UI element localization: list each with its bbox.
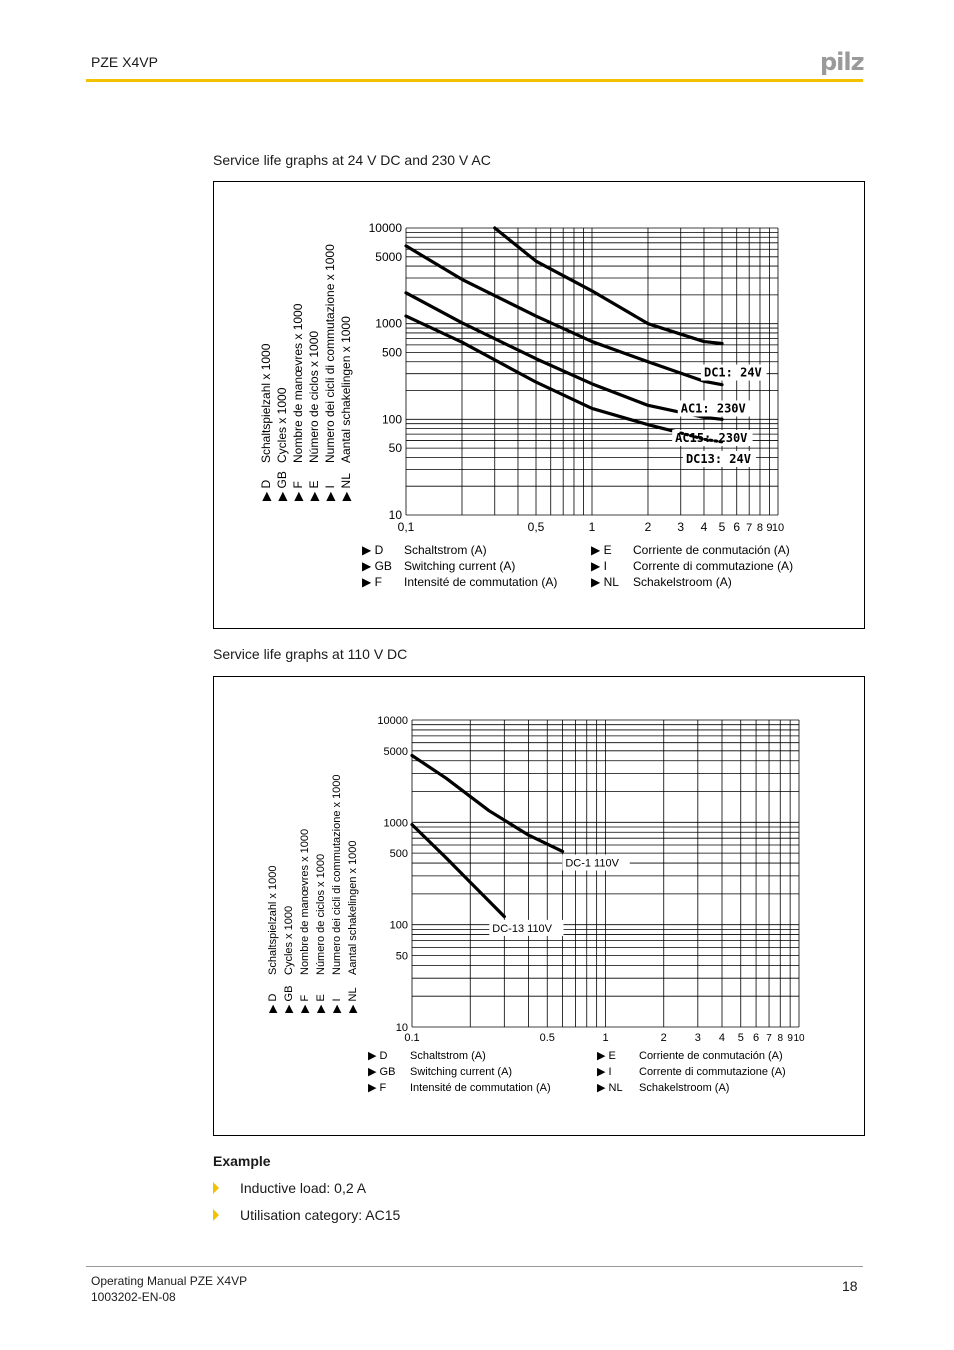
x-tick-label: 7 xyxy=(766,1033,772,1044)
x-legend-text: Schaltstrom (A) xyxy=(410,1050,486,1062)
x-tick-label: 0,1 xyxy=(397,520,415,534)
y-legend-entry: ▶ F xyxy=(291,481,305,501)
y-legend-entry: ▶ E xyxy=(315,994,327,1013)
y-legend-entry: ▶ I xyxy=(323,485,337,501)
header-rule xyxy=(86,79,863,82)
x-tick-label: 1 xyxy=(602,1032,609,1044)
y-tick-label: 100 xyxy=(389,919,408,932)
y-legend-entry: ▶ GB xyxy=(275,471,289,501)
y-legend-entry: ▶ I xyxy=(331,998,343,1013)
x-tick-label: 10 xyxy=(771,522,785,534)
x-legend-text: Corriente de conmutación (A) xyxy=(633,543,790,557)
y-legend-entry: ▶ D xyxy=(267,993,279,1013)
service-life-chart-2 xyxy=(213,676,865,1136)
footer-rule xyxy=(86,1266,863,1267)
series-label: DC13: 24V xyxy=(685,451,751,466)
x-tick-label: 9 xyxy=(787,1033,793,1044)
y-tick-label: 10000 xyxy=(377,715,408,727)
x-legend-text: Corrente di commutazione (A) xyxy=(639,1066,786,1078)
y-legend-text: Nombre de manœvres x 1000 xyxy=(291,303,305,463)
x-tick-label: 5 xyxy=(737,1032,744,1044)
x-tick-label: 4 xyxy=(700,520,708,534)
x-legend-text: Schakelstroom (A) xyxy=(633,575,732,589)
chart-2-svg xyxy=(214,677,864,1135)
y-tick-label: 5000 xyxy=(383,745,408,758)
example-bullet-text: Utilisation category: AC15 xyxy=(240,1207,401,1223)
y-legend-text: Número de ciclos x 1000 xyxy=(307,330,321,463)
x-tick-label: 0.1 xyxy=(404,1032,420,1044)
pilz-logo: pilz xyxy=(820,48,864,76)
x-legend-code: ▶ GB xyxy=(368,1066,396,1078)
x-legend-text: Corrente di commutazione (A) xyxy=(633,559,794,573)
y-tick-label: 1000 xyxy=(383,817,408,830)
series-line xyxy=(495,228,722,344)
x-legend-code: ▶ I xyxy=(597,1066,612,1078)
x-legend-text: Switching current (A) xyxy=(404,559,516,573)
chart-grid xyxy=(412,720,799,1027)
series-label: DC-1 110V xyxy=(565,857,619,870)
series-label: DC-13 110V xyxy=(492,922,553,935)
y-legend-text: Numero dei cicli di commutazione x 1000 xyxy=(331,774,343,975)
x-tick-label: 6 xyxy=(753,1032,760,1044)
x-legend-code: ▶ E xyxy=(597,1050,616,1062)
x-legend-code: ▶ NL xyxy=(597,1082,623,1094)
x-tick-label: 10 xyxy=(793,1033,805,1044)
y-tick-label: 10 xyxy=(388,508,402,522)
x-tick-label: 2 xyxy=(644,520,652,534)
y-legend-entry: ▶ NL xyxy=(339,473,353,501)
y-axis-legend xyxy=(267,774,359,1013)
x-tick-label: 9 xyxy=(766,522,773,534)
y-legend-text: Nombre de manœvres x 1000 xyxy=(299,828,311,975)
series-label: AC1: 230V xyxy=(680,401,746,416)
y-legend-entry: ▶ GB xyxy=(283,985,295,1013)
graph2-caption: Service life graphs at 110 V DC xyxy=(213,646,408,662)
x-legend-code: ▶ I xyxy=(591,559,607,573)
y-tick-label: 500 xyxy=(381,345,402,360)
x-tick-label: 7 xyxy=(746,522,753,534)
y-tick-label: 100 xyxy=(381,412,402,427)
bullet-arrow-icon xyxy=(213,1209,219,1221)
x-legend-text: Intensité de commutation (A) xyxy=(410,1082,551,1094)
document-title: PZE X4VP xyxy=(91,54,158,70)
y-legend-text: Numero dei cicli di commutazione x 1000 xyxy=(323,244,337,463)
bullet-arrow-icon xyxy=(213,1182,219,1194)
x-tick-label: 1 xyxy=(588,520,596,534)
x-tick-label: 4 xyxy=(718,1032,726,1044)
x-legend-code: ▶ NL xyxy=(591,575,619,589)
y-tick-label: 50 xyxy=(395,950,408,963)
y-legend-text: Cycles x 1000 xyxy=(283,905,295,975)
x-legend-code: ▶ F xyxy=(368,1082,387,1094)
y-tick-label: 10 xyxy=(395,1022,408,1034)
chart-1-svg xyxy=(214,182,864,628)
graph1-caption: Service life graphs at 24 V DC and 230 V AC xyxy=(213,152,491,168)
y-legend-text: Cycles x 1000 xyxy=(275,387,289,463)
series-line xyxy=(406,316,681,433)
x-tick-label: 8 xyxy=(756,522,764,534)
y-axis-legend xyxy=(259,244,353,501)
footer-manual-name: Operating Manual PZE X4VP xyxy=(91,1274,248,1288)
footer-info xyxy=(91,1273,247,1305)
x-tick-label: 2 xyxy=(660,1032,667,1044)
series-label: DC1: 24V xyxy=(703,365,762,380)
x-legend-code: ▶ D xyxy=(362,543,384,557)
x-legend-text: Schakelstroom (A) xyxy=(639,1082,730,1094)
x-tick-label: 3 xyxy=(677,520,685,534)
y-legend-text: Número de ciclos x 1000 xyxy=(315,853,327,975)
x-axis-legend xyxy=(368,1050,786,1094)
series-label: AC15: 230V xyxy=(675,430,748,445)
series-line xyxy=(406,293,722,419)
x-legend-code: ▶ GB xyxy=(362,559,392,573)
y-legend-text: Aantal schakelingen x 1000 xyxy=(339,316,353,463)
x-legend-text: Schaltstrom (A) xyxy=(404,543,487,557)
x-legend-text: Switching current (A) xyxy=(410,1066,513,1078)
y-legend-text: Schaltspielzahl x 1000 xyxy=(259,343,273,463)
y-tick-label: 1000 xyxy=(375,316,402,331)
x-legend-text: Corriente de conmutación (A) xyxy=(639,1050,783,1062)
y-tick-label: 500 xyxy=(389,848,408,861)
x-tick-label: 5 xyxy=(718,520,726,534)
y-legend-entry: ▶ E xyxy=(307,480,321,501)
y-legend-entry: ▶ D xyxy=(259,479,273,501)
x-legend-code: ▶ F xyxy=(362,575,382,589)
y-legend-text: Aantal schakelingen x 1000 xyxy=(347,840,359,975)
x-legend-text: Intensité de commutation (A) xyxy=(404,575,558,589)
x-tick-label: 3 xyxy=(694,1032,701,1044)
x-legend-code: ▶ E xyxy=(591,543,612,557)
x-axis-legend xyxy=(362,543,793,589)
page-number: 18 xyxy=(842,1278,858,1294)
x-legend-code: ▶ D xyxy=(368,1050,388,1062)
y-legend-entry: ▶ F xyxy=(299,994,311,1013)
series-line xyxy=(406,246,722,385)
example-heading: Example xyxy=(213,1153,271,1169)
y-tick-label: 5000 xyxy=(375,249,402,264)
x-tick-label: 6 xyxy=(733,520,741,534)
y-legend-text: Schaltspielzahl x 1000 xyxy=(267,865,279,975)
x-tick-label: 0.5 xyxy=(539,1032,555,1044)
example-bullet-text: Inductive load: 0,2 A xyxy=(240,1180,367,1196)
x-tick-label: 0,5 xyxy=(527,520,545,534)
service-life-chart-1 xyxy=(213,181,865,629)
y-legend-entry: ▶ NL xyxy=(347,987,359,1013)
x-tick-label: 8 xyxy=(777,1033,784,1044)
y-tick-label: 10000 xyxy=(368,221,402,235)
series-line xyxy=(412,755,563,851)
y-tick-label: 50 xyxy=(388,441,402,456)
footer-doc-number: 1003202-EN-08 xyxy=(91,1290,176,1304)
